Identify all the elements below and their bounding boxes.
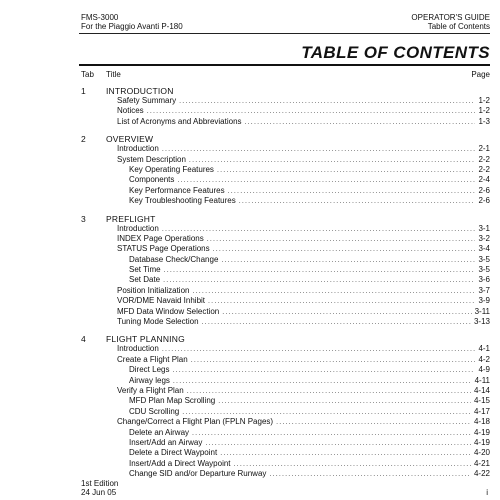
toc-entry[interactable] (0, 286, 500, 296)
toc-entry[interactable] (0, 234, 500, 244)
dot-leader (172, 366, 475, 376)
toc-section-number: 1 (81, 86, 86, 96)
toc-entry-page: 4-1 (478, 344, 490, 354)
dot-leader (222, 308, 471, 318)
toc-section-number: 2 (81, 134, 86, 145)
toc-entry[interactable] (0, 317, 500, 327)
toc-entry-title: Key Operating Features (129, 164, 214, 174)
toc-entry-title: INDEX Page Operations (117, 233, 204, 243)
page-title: TABLE OF CONTENTS (301, 43, 490, 62)
toc-entry[interactable] (0, 396, 500, 406)
toc-entry[interactable] (0, 469, 500, 479)
toc-entry[interactable] (0, 344, 500, 354)
toc-entry-page: 4-14 (473, 385, 490, 395)
toc-entry-page: 2-4 (478, 175, 490, 185)
toc-entry-page: 3-6 (478, 275, 490, 285)
toc-entry-page: 4-21 (473, 458, 490, 468)
dot-leader (162, 225, 476, 235)
toc-section-number: 3 (81, 213, 86, 224)
toc-entry[interactable] (0, 459, 500, 469)
toc-entry-title: Change SID and/or Departure Runway (129, 469, 267, 479)
dot-leader (207, 235, 476, 245)
toc-entry-page: 3-9 (478, 296, 490, 306)
toc-entry-title: Delete an Airway (129, 427, 190, 437)
dot-leader (208, 297, 475, 307)
header-divider (79, 33, 490, 34)
dot-leader (228, 187, 476, 197)
toc-entry[interactable] (0, 307, 500, 317)
toc-entry[interactable] (0, 376, 500, 386)
column-header-tab: Tab (81, 70, 94, 79)
dot-leader (162, 345, 476, 355)
dot-leader (164, 266, 476, 276)
toc-list (0, 86, 500, 487)
toc-entry-title: List of Acronyms and Abbreviations (117, 116, 242, 126)
dot-leader (191, 356, 476, 366)
toc-section-title: INTRODUCTION (106, 86, 174, 96)
dot-leader (205, 439, 471, 449)
toc-entry-title: Key Performance Features (129, 185, 225, 195)
toc-entry-title: MFD Data Window Selection (117, 306, 220, 316)
dot-leader (192, 429, 471, 439)
column-header-title: Title (106, 70, 121, 79)
toc-entry-title: Database Check/Change (129, 254, 219, 264)
toc-entry-page: 4-19 (473, 437, 490, 447)
toc-entry-page: 1-3 (478, 116, 490, 126)
toc-section (0, 214, 500, 328)
dot-leader (217, 166, 476, 176)
toc-entry-title: Introduction (117, 223, 159, 233)
toc-entry-page: 4-9 (478, 365, 490, 375)
toc-entry-title: STATUS Page Operations (117, 244, 210, 254)
toc-entry-page: 2-2 (478, 154, 490, 164)
toc-entry[interactable] (0, 448, 500, 458)
header-product: FMS-3000 (81, 13, 119, 22)
dot-leader (218, 397, 471, 407)
dot-leader (202, 318, 471, 328)
toc-entry-page: 1-2 (478, 106, 490, 116)
toc-entry[interactable] (0, 428, 500, 438)
toc-entry[interactable] (0, 365, 500, 375)
toc-entry-page: 4-11 (474, 375, 490, 385)
dot-leader (220, 449, 471, 459)
toc-entry-page: 4-19 (473, 427, 490, 437)
dot-leader (213, 245, 476, 255)
toc-entry-page: 3-7 (478, 285, 490, 295)
toc-entry-title: Create a Flight Plan (117, 354, 188, 364)
toc-entry-title: Insert/Add a Direct Waypoint (129, 458, 231, 468)
toc-entry-page: 3-5 (478, 265, 490, 275)
toc-entry[interactable] (0, 275, 500, 285)
toc-entry-page: 3-1 (478, 223, 490, 233)
toc-entry-title: Key Troubleshooting Features (129, 196, 236, 206)
dot-leader (239, 197, 476, 207)
toc-entry-title: System Description (117, 154, 186, 164)
header-guide-name: OPERATOR'S GUIDE (411, 13, 490, 22)
toc-entry-title: MFD Plan Map Scrolling (129, 396, 216, 406)
toc-entry-page: 3-13 (473, 317, 490, 327)
toc-section-title: OVERVIEW (106, 134, 154, 145)
dot-leader (187, 387, 471, 397)
toc-entry-title: Airway legs (129, 375, 170, 385)
toc-entry-page: 3-11 (474, 306, 490, 316)
toc-entry-page: 2-2 (478, 164, 490, 174)
toc-entry-page: 4-18 (473, 417, 490, 427)
toc-entry-page: 4-2 (478, 354, 490, 364)
header-section-name: Table of Contents (427, 22, 490, 31)
toc-entry[interactable] (0, 144, 500, 154)
toc-entry-page: 4-20 (473, 448, 490, 458)
toc-entry-page: 2-6 (478, 185, 490, 195)
toc-entry-title: Set Time (129, 265, 161, 275)
toc-entry[interactable] (0, 355, 500, 365)
toc-entry[interactable] (0, 175, 500, 185)
dot-leader (269, 470, 471, 480)
toc-entry-title: Safety Summary (117, 96, 177, 105)
toc-section-number: 4 (81, 334, 86, 345)
toc-entry-page: 2-1 (478, 144, 490, 154)
toc-entry[interactable] (0, 196, 500, 206)
toc-entry-title: Insert/Add an Airway (129, 437, 203, 447)
toc-entry-title: Introduction (117, 344, 159, 354)
toc-entry[interactable] (0, 438, 500, 448)
footer-left (81, 479, 118, 497)
toc-entry[interactable] (0, 165, 500, 175)
toc-entry[interactable] (0, 386, 500, 396)
toc-entry-page: 4-15 (473, 396, 490, 406)
toc-entry-page: 2-6 (478, 196, 490, 206)
footer-edition: 1st Edition (81, 479, 119, 488)
dot-leader (173, 377, 472, 387)
toc-entry[interactable] (0, 417, 500, 427)
dot-leader (276, 418, 471, 428)
dot-leader (221, 256, 475, 266)
toc-entry[interactable] (0, 255, 500, 265)
toc-entry-title: Components (129, 175, 175, 185)
toc-entry-title: Direct Legs (129, 365, 170, 375)
toc-entry[interactable] (0, 407, 500, 417)
toc-entry[interactable] (0, 96, 500, 106)
toc-section-heading[interactable] (0, 334, 500, 344)
toc-entry-title: Delete a Direct Waypoint (129, 448, 218, 458)
toc-section-title: PREFLIGHT (106, 213, 156, 224)
toc-section-heading[interactable] (0, 86, 500, 96)
toc-entry-title: Notices (117, 106, 144, 116)
footer-date: 24 Jun 05 (81, 488, 117, 497)
toc-entry[interactable] (0, 106, 500, 116)
toc-entry[interactable] (0, 265, 500, 275)
dot-leader (163, 276, 475, 286)
toc-entry[interactable] (0, 224, 500, 234)
toc-entry-title: Introduction (117, 144, 159, 154)
column-header-page: Page (471, 70, 490, 79)
toc-entry-page: 1-2 (478, 96, 490, 105)
toc-entry-page: 3-2 (478, 233, 490, 243)
toc-entry-title: VOR/DME Navaid Inhibit (117, 296, 206, 306)
toc-entry-title: Verify a Flight Plan (117, 385, 184, 395)
toc-entry-title: Set Date (129, 275, 161, 285)
header-aircraft: For the Piaggio Avanti P-180 (81, 22, 183, 31)
footer-page-number: i (486, 488, 488, 497)
header-left (81, 13, 183, 31)
toc-section-title: FLIGHT PLANNING (106, 334, 185, 345)
toc-entry[interactable] (0, 244, 500, 254)
toc-section (0, 86, 500, 127)
toc-entry[interactable] (0, 155, 500, 165)
dot-leader (245, 118, 476, 128)
toc-entry-title: Position Initialization (117, 285, 190, 295)
toc-section (0, 334, 500, 479)
toc-section-heading[interactable] (0, 214, 500, 224)
toc-section-heading[interactable] (0, 134, 500, 144)
toc-entry[interactable] (0, 117, 500, 127)
header-right (411, 13, 490, 31)
dot-leader (179, 97, 475, 107)
dot-leader (234, 460, 471, 470)
dot-leader (189, 156, 476, 166)
toc-entry-title: Change/Correct a Flight Plan (FPLN Pages) (117, 417, 274, 427)
toc-entry-page: 3-4 (478, 244, 490, 254)
toc-entry-title: Tuning Mode Selection (117, 317, 199, 327)
toc-section (0, 134, 500, 206)
dot-leader (192, 287, 475, 297)
toc-entry-title: CDU Scrolling (129, 406, 180, 416)
toc-entry[interactable] (0, 296, 500, 306)
dot-leader (162, 145, 476, 155)
toc-entry-page: 4-17 (473, 406, 490, 416)
toc-entry[interactable] (0, 186, 500, 196)
toc-entry-page: 3-5 (478, 254, 490, 264)
title-divider (79, 64, 490, 66)
toc-entry-page: 4-22 (473, 469, 490, 479)
